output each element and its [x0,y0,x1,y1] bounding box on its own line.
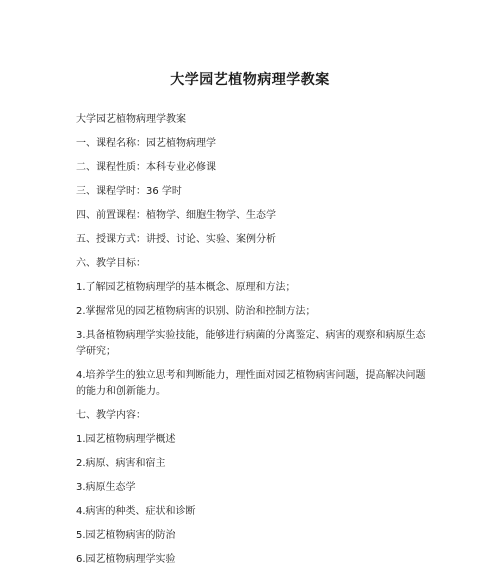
paragraph-content-heading: 七、教学内容： [76,410,146,421]
paragraph-subtitle: 大学园艺植物病理学教案 [76,114,186,125]
paragraph-prerequisites: 四、前置课程：植物学、细胞生物学、生态学 [76,210,276,221]
paragraph-content-5: 5.园艺植物病害的防治 [76,530,176,541]
document-body [76,112,426,565]
paragraph-course-name: 一、课程名称：园艺植物病理学 [76,138,216,149]
paragraph-course-nature: 二、课程性质：本科专业必修课 [76,162,216,173]
paragraph-content-1: 1.园艺植物病理学概述 [76,434,176,445]
paragraph-goal-4: 4.培养学生的独立思考和判断能力，理性面对园艺植物病害问题，提高解决问题的能力和创新能力。 [76,370,426,397]
paragraph-content-6: 6.园艺植物病理学实验 [76,554,176,565]
paragraph-teaching-method: 五、授课方式：讲授、讨论、实验、案例分析 [76,234,276,245]
paragraph-content-4: 4.病害的种类、症状和诊断 [76,506,196,517]
paragraph-goal-3: 3.具备植物病理学实验技能，能够进行病菌的分离鉴定、病害的观察和病原生态学研究； [76,330,426,357]
paragraph-goal-2: 2.掌握常见的园艺植物病害的识别、防治和控制方法； [76,306,316,317]
paragraph-content-2: 2.病原、病害和宿主 [76,458,166,469]
document-title: 大学园艺植物病理学教案 [170,72,330,88]
paragraph-goals-heading: 六、教学目标： [76,258,146,269]
paragraph-content-3: 3.病原生态学 [76,482,136,493]
paragraph-course-hours: 三、课程学时：36 学时 [76,186,182,197]
paragraph-goal-1: 1.了解园艺植物病理学的基本概念、原理和方法； [76,282,296,293]
